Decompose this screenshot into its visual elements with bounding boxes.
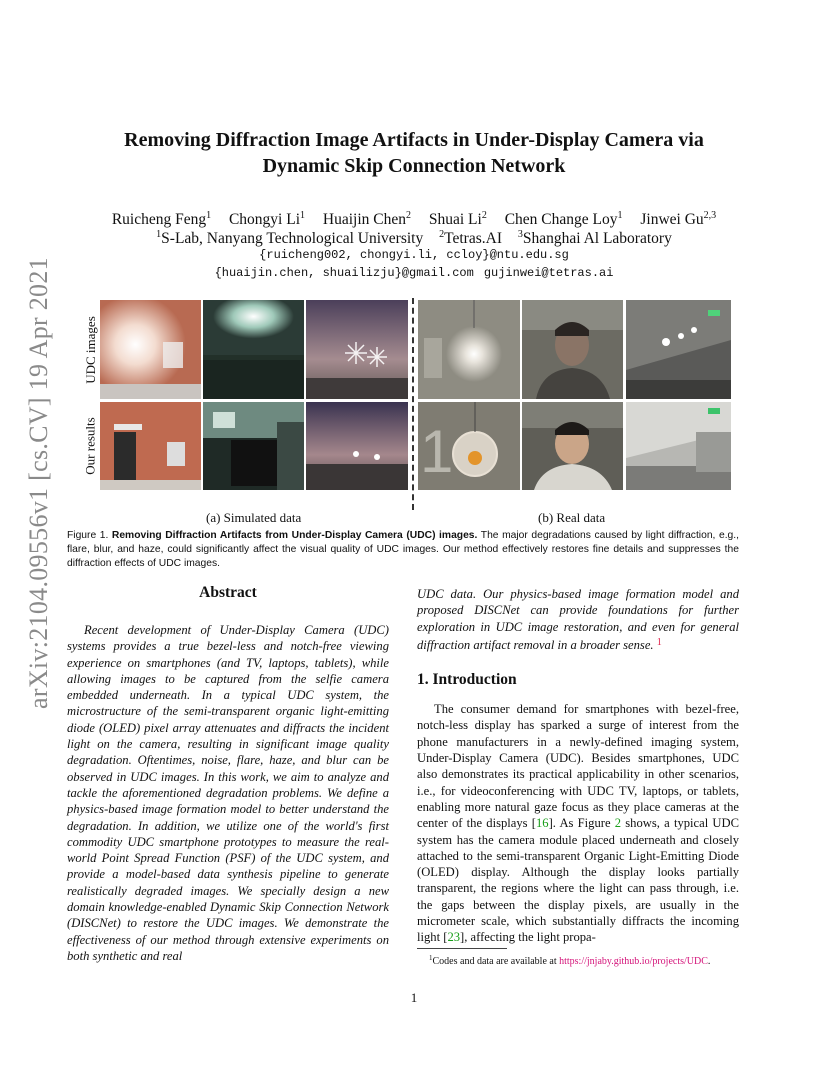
intro-segment: ]. As Figure xyxy=(548,816,615,831)
author-affil-sup: 1 xyxy=(300,210,306,221)
udc-image-lamp xyxy=(418,300,520,399)
affiliation-sup: 3 xyxy=(517,229,523,240)
udc-image-night-street xyxy=(306,300,408,399)
affiliation-name: S-Lab, Nanyang Technological University xyxy=(161,230,424,247)
paper-title xyxy=(60,127,768,179)
udc-image-garage xyxy=(203,300,304,399)
footnote-end: . xyxy=(707,956,711,967)
affiliation xyxy=(439,230,502,247)
subcaption-simulated: (a) Simulated data xyxy=(206,510,302,525)
right-column xyxy=(417,586,739,946)
left-column xyxy=(67,584,389,964)
result-image-night-street xyxy=(306,402,408,490)
arxiv-identifier-text: arXiv:2104.09556v1 [cs.CV] 19 Apr 2021 xyxy=(24,256,54,709)
row-label-udc-text: UDC images xyxy=(83,316,98,384)
author-name: Jinwei Gu xyxy=(640,211,704,228)
figure-ref-link[interactable]: 2 xyxy=(614,816,622,831)
author-affil-sup: 2 xyxy=(405,210,411,221)
author-affil-sup: 2,3 xyxy=(703,210,717,221)
result-image-garage xyxy=(203,402,304,490)
subcaption-real: (b) Real data xyxy=(538,510,606,525)
author-name: Huaijin Chen xyxy=(322,211,406,228)
citation-link[interactable]: 16 xyxy=(535,816,549,831)
result-image-office xyxy=(626,402,731,490)
affiliation-sup: 1 xyxy=(156,229,162,240)
affiliation-sup: 2 xyxy=(439,229,445,240)
footnote xyxy=(417,952,739,968)
footnote-number: 1 xyxy=(429,954,433,962)
udc-image-office xyxy=(626,300,731,399)
row-label-results-text: Our results xyxy=(83,417,99,475)
email-group: {huaijin.chen, shuailizju}@gmail.com xyxy=(214,266,474,280)
affiliation xyxy=(518,230,672,247)
figure-1 xyxy=(80,298,732,528)
abstract-text: Recent development of Under-Display Camera (UDC) systems provides a true bezel-less and notch-free viewing experience on smartphones (and TV, laptops, tablets), while allowing images to be captured from the selfie camera embedded underneath. In a typical UDC system, the microstructure of the semi-transparent organic light-emitting diode (OLED) pixel array attenuates and diffracts the incident light on the camera, resulting in significant image quality degradation. Oftentimes, noise, flare, haze, and blur can be observed in UDC images. In this work, we aim to analyze and tackle the aforementioned degradation problems. We define a physics-based image formation model to better understand the degradation. In addition, we utilize one of the world's first commodity UDC smartphone prototypes to measure the real-world Point Spread Function (PSF) of the UDC system, and provide a model-based data synthesis pipeline to generate realistically degraded images. We specially design a new domain knowledge-enabled Dynamic Skip Connection Network (DISCNet) to restore the UDC images. We demonstrate the effectiveness of our method through extensive experiments on both synthetic and real xyxy=(67,623,389,963)
footnote-rule xyxy=(417,948,507,949)
row-label-udc xyxy=(80,300,102,400)
page-number: 1 xyxy=(410,990,418,1005)
author-name: Chongyi Li xyxy=(228,211,301,228)
result-image-selfie xyxy=(522,402,623,490)
email-single: gujinwei@tetras.ai xyxy=(483,266,614,280)
affiliation-name: Tetras.AI xyxy=(444,230,502,247)
figure-caption xyxy=(67,529,739,571)
author-name: Shuai Li xyxy=(428,211,482,228)
title-line-1: Removing Diffraction Image Artifacts in Under-Display Camera via xyxy=(124,129,704,151)
email-line-2 xyxy=(60,266,768,280)
author-name: Ruicheng Feng xyxy=(111,211,207,228)
udc-image-building xyxy=(100,300,201,399)
caption-bold: Removing Diffraction Artifacts from Under-Display Camera (UDC) images. xyxy=(111,530,478,541)
affiliation-name: Shanghai Al Laboratory xyxy=(522,230,672,247)
author-name: Chen Change Loy xyxy=(504,211,618,228)
introduction-text xyxy=(417,701,739,945)
row-label-results xyxy=(80,402,102,490)
email-line-1: {ruicheng002, chongyi.li, ccloy}@ntu.edu.sg xyxy=(259,248,569,262)
title-line-2: Dynamic Skip Connection Network xyxy=(262,155,566,177)
abstract-heading: Abstract xyxy=(199,584,257,601)
udc-image-selfie xyxy=(522,300,623,399)
introduction-heading: 1. Introduction xyxy=(417,671,517,689)
affiliation-list xyxy=(60,225,768,248)
svg-text:1: 1 xyxy=(420,418,454,485)
abstract-continuation-text: UDC data. Our physics-based image formation model and proposed DISCNet can provide foundations for further exploration in UDC image restoration, and even for general diffraction artifact removal in a broader sense. xyxy=(417,587,739,652)
result-image-lamp xyxy=(418,402,520,490)
author-affil-sup: 1 xyxy=(206,210,212,221)
abstract-continuation xyxy=(417,586,739,653)
intro-segment: The consumer demand for smartphones with bezel-free, notch-less display has sparked a surge of interest from the phone manufacturers in a newly-defined imaging system, Under-Display Camera (UDC). Besides smartphones, UDC also demonstrates its practical applicability in other scenarios, i.e., for videoconferencing with UDC TV, laptops, or tablets, enabling more natural gaze focus as they place cameras at the center of the displays [ xyxy=(417,702,739,831)
caption-prefix: Figure 1. xyxy=(67,530,112,541)
caption-body: The major degradations caused by light diffraction, e.g., flare, blur, and haze, could significantly affect the visual quality of UDC images. Our method effectively restores fine details and suppresses the diffraction effects of UDC images. xyxy=(67,530,739,569)
footnote-marker-link[interactable]: 1 xyxy=(656,636,662,648)
affiliation xyxy=(156,230,423,247)
footnote-text: Codes and data are available at xyxy=(432,956,560,967)
author-affil-sup: 2 xyxy=(481,210,487,221)
intro-segment: shows, a typical UDC system has the camera module placed underneath and closely attached to the semi-transparent Organic Light-Emitting Diode (OLED) display. Although the display looks partially transparent, the regions where the light can pass through, i.e. the gaps between the display pixels, are usually in the micrometer scale, which substantially diffracts the incoming light [ xyxy=(417,816,740,945)
arxiv-identifier xyxy=(14,256,64,709)
project-url-link[interactable]: https://jnjaby.github.io/projects/UDC xyxy=(559,956,708,967)
figure-divider xyxy=(412,298,414,510)
author-affil-sup: 1 xyxy=(617,210,623,221)
result-image-building xyxy=(100,402,201,490)
citation-link[interactable]: 23 xyxy=(447,930,461,945)
intro-segment: ], affecting the light propa- xyxy=(460,930,596,945)
